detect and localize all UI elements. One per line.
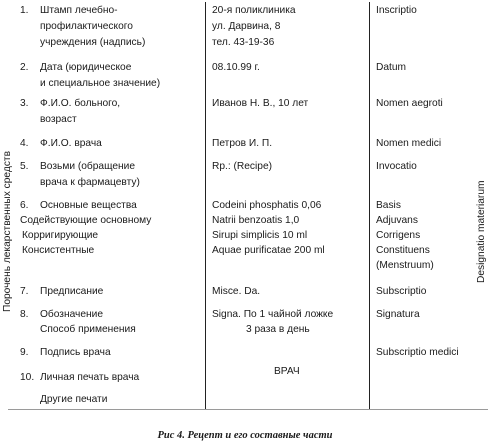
row-example: Natrii benzoatis 1,0 [212, 215, 300, 226]
row-label: Ф.И.О. врача [40, 138, 102, 149]
row-latin: Invocatio [376, 161, 417, 172]
row-example: Sirupi simplicis 10 ml [212, 230, 308, 241]
row-latin: Datum [376, 62, 407, 73]
row-example: 08.10.99 г. [212, 62, 260, 73]
row-latin: Subscriptio medici [376, 347, 459, 358]
row-number: 5. [20, 161, 29, 172]
row-example: Петров И. П. [212, 138, 273, 149]
row-number: 7. [20, 286, 29, 297]
row-latin: Nomen aegroti [376, 98, 443, 109]
row-label: Подпись врача [40, 347, 111, 358]
row-example: Misce. Da. [212, 286, 261, 297]
row-label: Содействующие основному [20, 215, 152, 226]
row-latin: Corrigens [376, 230, 421, 241]
row-label: Личная печать врача [40, 372, 140, 383]
row-number: 1. [20, 5, 29, 16]
row-label: Способ применения [40, 324, 136, 335]
row-example: 20-я поликлиника [212, 5, 296, 16]
row-label: Консистентные [22, 245, 95, 256]
row-label: Основные вещества [40, 200, 137, 211]
row-example: ВРАЧ [274, 366, 300, 377]
row-number: 10. [20, 372, 35, 383]
row-number: 6. [20, 200, 29, 211]
row-latin: Signatura [376, 309, 420, 320]
row-example: Codeini phosphatis 0,06 [212, 200, 322, 211]
row-label: Предписание [40, 286, 104, 297]
row-label: Штамп лечебно- [40, 5, 118, 16]
right-vertical-label: Designatio materiarum [476, 180, 487, 283]
row-example: Signa. По 1 чайной ложке [212, 309, 334, 320]
row-latin: Inscriptio [376, 5, 417, 16]
row-number: 2. [20, 62, 29, 73]
row-latin: Adjuvans [376, 215, 418, 226]
row-label: Обозначение [40, 309, 104, 320]
figure-caption: Рис 4. Рецепт и его составные части [157, 430, 333, 441]
row-example: Иванов Н. В., 10 лет [212, 98, 309, 109]
row-label: Возьми (обращение [40, 161, 135, 172]
row-latin: Constituens [376, 245, 430, 256]
row-label: учреждения (надпись) [40, 37, 146, 48]
row-label: Корригирующие [22, 230, 99, 241]
row-label: Дата (юридическое [40, 62, 132, 73]
row-label: врача к фармацевту) [40, 177, 140, 188]
row-latin: Nomen medici [376, 138, 442, 149]
row-latin: (Menstruum) [376, 260, 434, 271]
row-label: Ф.И.О. больного, [40, 98, 121, 109]
row-label: возраст [40, 114, 77, 125]
row-label: и специальное значение) [40, 78, 161, 89]
column-divider-1 [205, 2, 206, 409]
row-example: Aquae purificatae 200 ml [212, 245, 325, 256]
row-example: ул. Дарвина, 8 [212, 21, 281, 32]
row-latin: Subscriptio [376, 286, 427, 297]
row-divider [8, 409, 488, 410]
row-label: Другие печати [40, 394, 108, 405]
row-number: 8. [20, 309, 29, 320]
row-number: 3. [20, 98, 29, 109]
row-label: профилактического [40, 21, 133, 32]
row-example: тел. 43-19-36 [212, 37, 275, 48]
row-latin: Basis [376, 200, 401, 211]
row-example: Rp.: (Recipe) [212, 161, 273, 172]
left-vertical-label: Порочень лекарственных средств [2, 151, 13, 312]
row-number: 4. [20, 138, 29, 149]
row-example: 3 раза в день [246, 324, 310, 335]
column-divider-2 [369, 2, 370, 409]
row-number: 9. [20, 347, 29, 358]
